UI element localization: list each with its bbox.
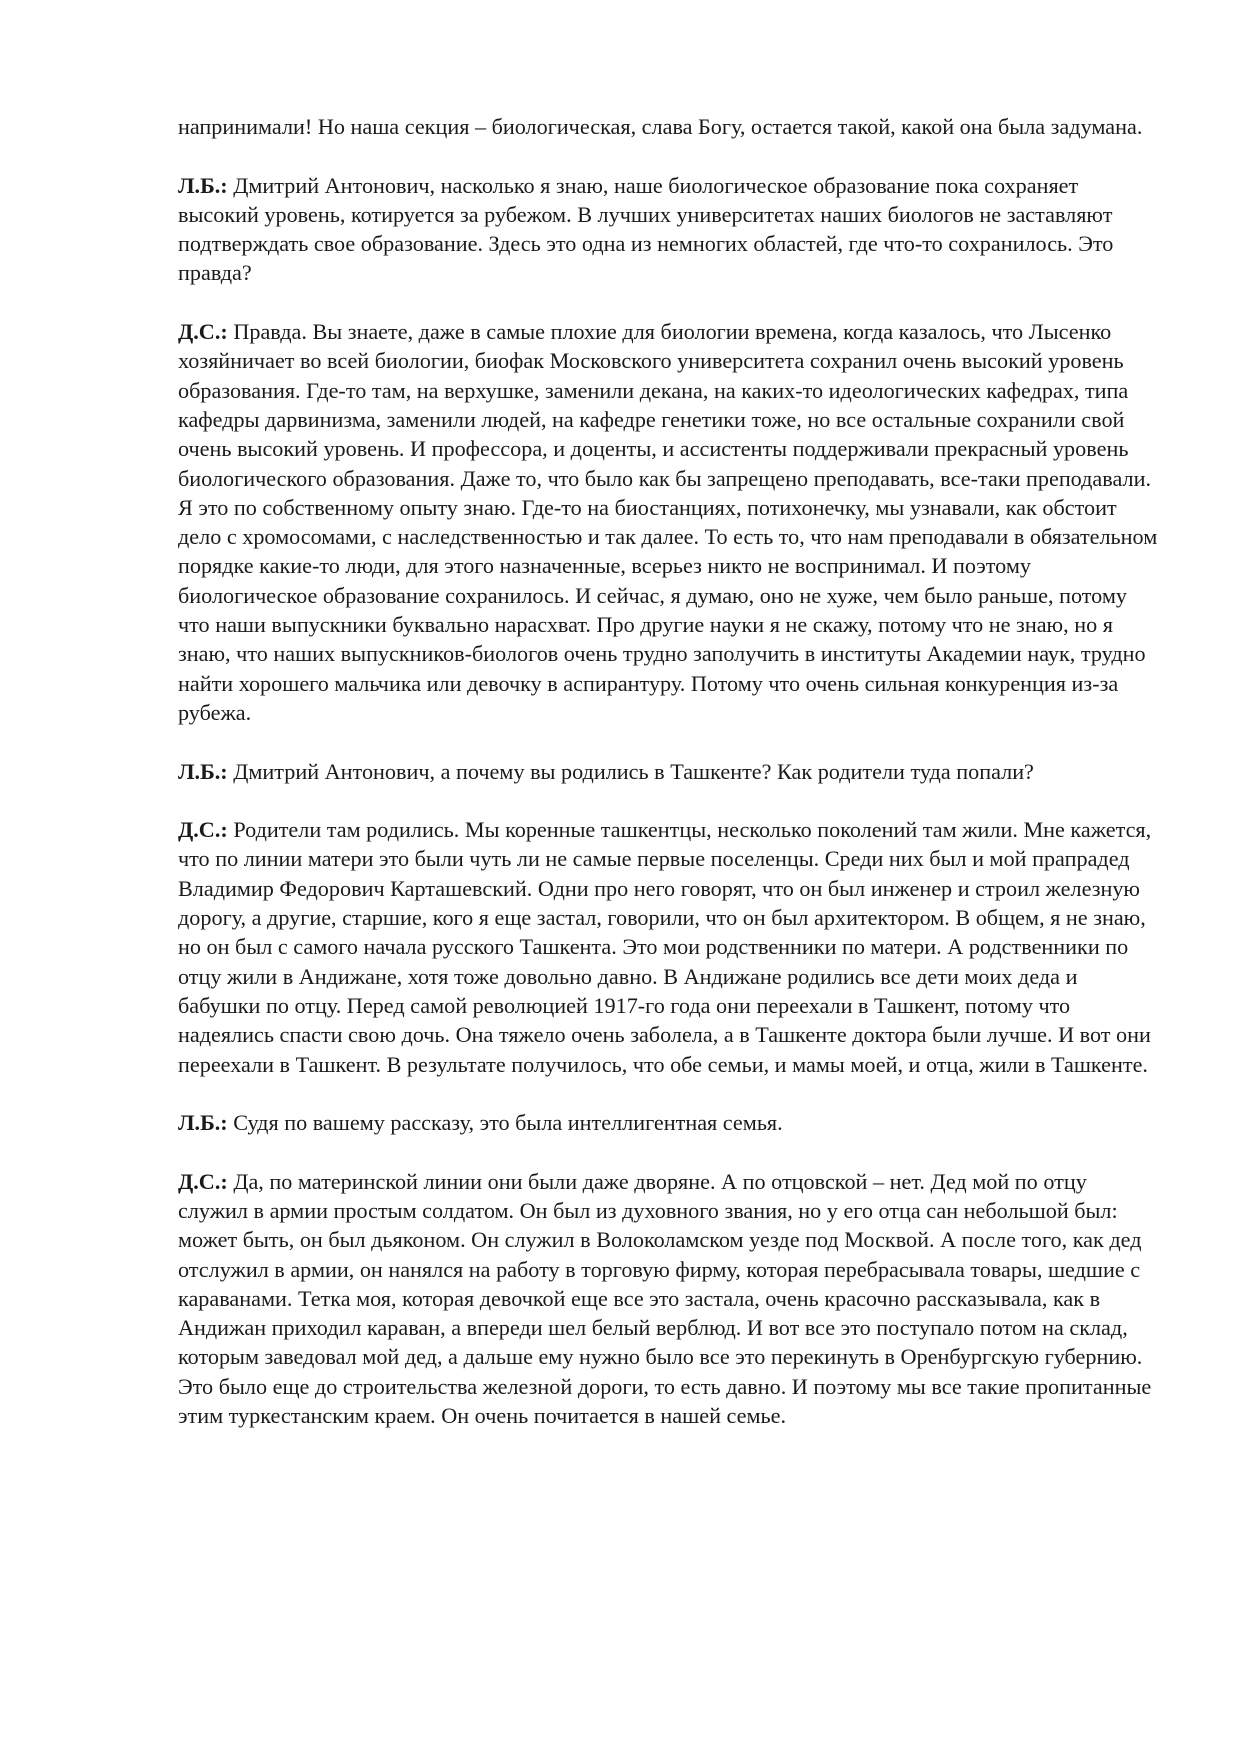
paragraph-text: Дмитрий Антонович, насколько я знаю, наше биологическое образование пока сохраняет высокий уровень, котируется за рубежом. В лучших университетах наших биологов не заставляют подтверждать свое образование. Здесь это одна из немногих областей, где что-то сохранилось. Это правда? <box>178 172 1114 286</box>
speaker-label: Д.С.: <box>178 319 228 345</box>
paragraph-question <box>178 171 1158 288</box>
paragraph-answer <box>178 815 1158 1079</box>
paragraph-answer <box>178 1167 1158 1431</box>
paragraph-intro <box>178 112 1158 141</box>
paragraph-answer <box>178 317 1158 727</box>
paragraph-text: напринимали! Но наша секция – биологическая, слава Богу, остается такой, какой она была задумана. <box>178 114 1143 139</box>
paragraph-question <box>178 1108 1158 1137</box>
paragraph-text: Правда. Вы знаете, даже в самые плохие для биологии времена, когда казалось, что Лысенко хозяйничает во всей биологии, биофак Московского университета сохранил очень высокий уровень образования. Где-то там, на верхушке, заменили декана, на каких-то идеологических кафедрах, типа кафедры дарвинизма, заменили людей, на кафедре генетики тоже, но все остальные сохранили свой очень высокий уровень. И профессора, и доценты, и ассистенты поддерживали прекрасный уровень биологического образования. Даже то, что было как бы запрещено преподавать, все-таки преподавали. Я это по собственному опыту знаю. Где-то на биостанциях, потихонечку, мы узнавали, как обстоит дело с хромосомами, с наследственностью и так далее. То есть то, что нам преподавали в обязательном порядке какие-то люди, для этого назначенные, всерьез никто не воспринимал. И поэтому биологическое образование сохранилось. И сейчас, я думаю, оно не хуже, чем было раньше, потому что наши выпускники буквально нарасхват. Про другие науки я не скажу, потому что не знаю, но я знаю, что наших выпускников-биологов очень трудно заполучить в институты Академии наук, трудно найти хорошего мальчика или девочку в аспирантуру. Потому что очень сильная конкуренция из-за рубежа. <box>178 319 1158 725</box>
speaker-label: Л.Б.: <box>178 758 228 784</box>
speaker-label: Д.С.: <box>178 1168 228 1194</box>
paragraph-question <box>178 757 1158 786</box>
paragraph-text: Родители там родились. Мы коренные ташкентцы, несколько поколений там жили. Мне кажется, что по линии матери это были чуть ли не самые первые поселенцы. Среди них был и мой прапрадед Владимир Федорович Карташевский. Одни про него говорят, что он был инженер и строил железную дорогу, а другие, старшие, кого я еще застал, говорили, что он был архитектором. В общем, я не знаю, но он был с самого начала русского Ташкента. Это мои родственники по матери. А родственники по отцу жили в Андижане, хотя тоже довольно давно. В Андижане родились все дети моих деда и бабушки по отцу. Перед самой революцией 1917-го года они переехали в Ташкент, потому что надеялись спасти свою дочь. Она тяжело очень заболела, а в Ташкенте доктора были лучше. И вот они переехали в Ташкент. В результате получилось, что обе семьи, и мамы моей, и отца, жили в Ташкенте. <box>178 817 1152 1077</box>
speaker-label: Д.С.: <box>178 817 228 843</box>
paragraph-text: Да, по материнской линии они были даже дворяне. А по отцовской – нет. Дед мой по отцу служил в армии простым солдатом. Он был из духовного звания, но у его отца сан небольшой был: может быть, он был дьяконом. Он служил в Волоколамском уезде под Москвой. А после того, как дед отслужил в армии, он нанялся на работу в торговую фирму, которая перебрасывала товары, шедшие с караванами. Тетка моя, которая девочкой еще все это застала, очень красочно рассказывала, как в Андижан приходил караван, а впереди шел белый верблюд. И вот все это поступало потом на склад, которым заведовал мой дед, а дальше ему нужно было все это перекинуть в Оренбургскую губернию. Это было еще до строительства железной дороги, то есть давно. И поэтому мы все такие пропитанные этим туркестанским краем. Он очень почитается в нашей семье. <box>178 1168 1152 1429</box>
paragraph-text: Дмитрий Антонович, а почему вы родились в Ташкенте? Как родители туда попали? <box>227 758 1034 784</box>
speaker-label: Л.Б.: <box>178 172 228 198</box>
speaker-label: Л.Б.: <box>178 1110 228 1136</box>
document-page <box>178 112 1158 1460</box>
paragraph-text: Судя по вашему рассказу, это была интеллигентная семья. <box>227 1110 783 1136</box>
